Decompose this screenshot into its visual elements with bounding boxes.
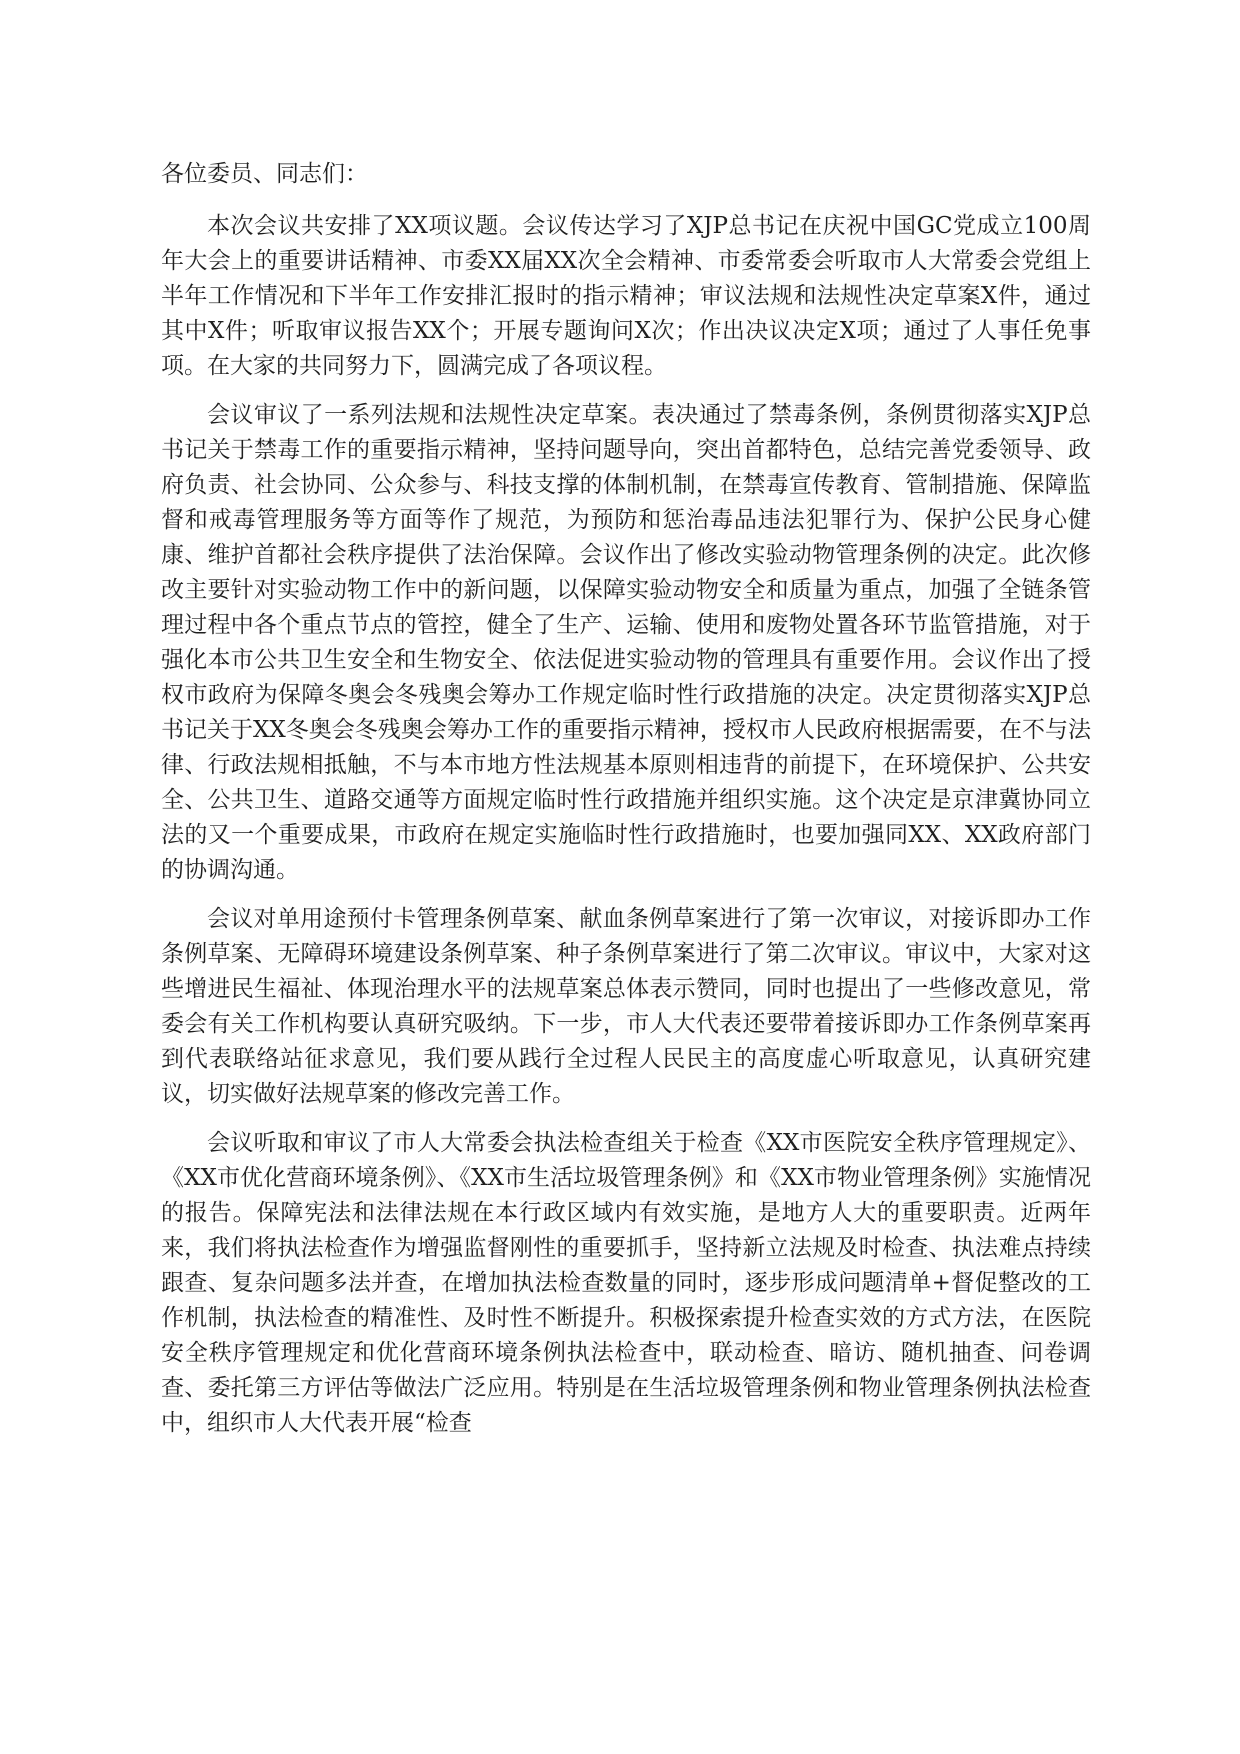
paragraph-draft-deliberation: 会议对单用途预付卡管理条例草案、献血条例草案进行了第一次审议，对接诉即办工作条例草案、无障碍环境建设条例草案、种子条例草案进行了第二次审议。审议中，大家对这些增进民生福祉、体现治理水平的法规草案总体表示赞同，同时也提出了一些修改意见，常委会有关工作机构要认真研究吸纳。下一步，市人大代表还要带着接诉即办工作条例草案再到代表联络站征求意见，我们要从践行全过程人民民主的高度虚心听取意见，认真研究建议，切实做好法规草案的修改完善工作。	[161, 906, 1091, 1107]
paragraph-regulations-review: 会议审议了一系列法规和法规性决定草案。表决通过了禁毒条例，条例贯彻落实XJP总书记关于禁毒工作的重要指示精神，坚持问题导向，突出首都特色，总结完善党委领导、政府负责、社会协同、公众参与、科技支撑的体制机制，在禁毒宣传教育、管制措施、保障监督和戒毒管理服务等方面等作了规范，为预防和惩治毒品违法犯罪行为、保护公民身心健康、维护首都社会秩序提供了法治保障。会议作出了修改实验动物管理条例的决定。此次修改主要针对实验动物工作中的新问题，以保障实验动物安全和质量为重点，加强了全链条管理过程中各个重点节点的管控，健全了生产、运输、使用和废物处置各环节监管措施，对于强化本市公共卫生安全和生物安全、依法促进实验动物的管理具有重要作用。会议作出了授权市政府为保障冬奥会冬残奥会筹办工作规定临时性行政措施的决定。决定贯彻落实XJP总书记关于XX冬奥会冬残奥会筹办工作的重要指示精神，授权市人民政府根据需要，在不与法律、行政法规相抵触，不与本市地方性法规基本原则相违背的前提下，在环境保护、公共安全、公共卫生、道路交通等方面规定临时性行政措施并组织实施。这个决定是京津冀协同立法的又一个重要成果，市政府在规定实施临时性行政措施时，也要加强同XX、XX政府部门的协调沟通。	[161, 402, 1091, 883]
paragraph-law-enforcement-inspection: 会议听取和审议了市人大常委会执法检查组关于检查《XX市医院安全秩序管理规定》、《XX市优化营商环境条例》、《XX市生活垃圾管理条例》和《XX市物业管理条例》实施情况的报告。保障宪法和法律法规在本行政区域内有效实施，是地方人大的重要职责。近两年来，我们将执法检查作为增强监督刚性的重要抓手，坚持新立法规及时检查、执法难点持续跟查、复杂问题多法并查，在增加执法检查数量的同时，逐步形成问题清单+督促整改的工作机制，执法检查的精准性、及时性不断提升。积极探索提升检查实效的方式方法，在医院安全秩序管理规定和优化营商环境条例执法检查中，联动检查、暗访、随机抽查、问卷调查、委托第三方评估等做法广泛应用。特别是在生活垃圾管理条例和物业管理条例执法检查中，组织市人大代表开展“检查	[161, 1130, 1091, 1436]
document-page	[161, 157, 1091, 1455]
salutation: 各位委员、同志们：	[161, 161, 368, 187]
paragraph-meeting-summary: 本次会议共安排了XX项议题。会议传达学习了XJP总书记在庆祝中国GC党成立100周年大会上的重要讲话精神、市委XX届XX次全会精神、市委常委会听取市人大常委会党组上半年工作情况和下半年工作安排汇报时的指示精神；审议法规和法规性决定草案X件，通过其中X件；听取审议报告XX个；开展专题询问X次；作出决议决定X项；通过了人事任免事项。在大家的共同努力下，圆满完成了各项议程。	[161, 213, 1091, 379]
